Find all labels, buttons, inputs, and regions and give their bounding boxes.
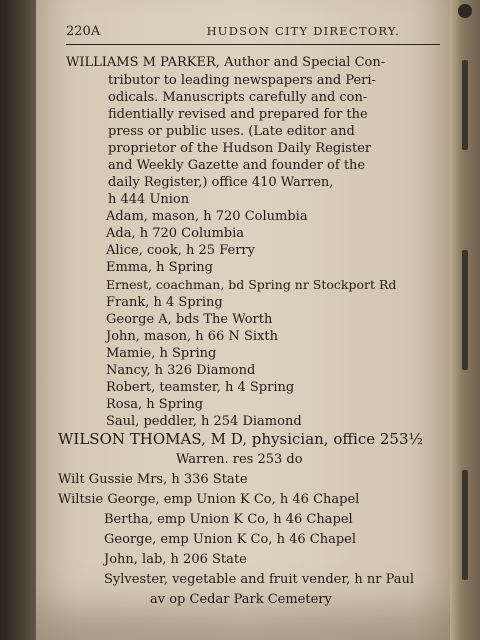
entry-line: Mamie, h Spring: [106, 346, 217, 361]
entry-line: Wilt Gussie Mrs, h 336 State: [58, 472, 248, 487]
entry-line: Adam, mason, h 720 Columbia: [106, 209, 308, 224]
entry-line: press or public uses. (Late editor and: [108, 124, 355, 139]
entry-line: daily Register,) office 410 Warren,: [108, 175, 334, 190]
binding-stitch: [462, 470, 468, 580]
entry-line: fidentially revised and prepared for the: [108, 107, 368, 122]
entry-line: av op Cedar Park Cemetery: [150, 592, 332, 607]
entry-line: Frank, h 4 Spring: [106, 295, 223, 310]
entry-line: Saul, peddler, h 254 Diamond: [106, 414, 302, 429]
entry-line: WILSON THOMAS, M D, physician, office 253½: [58, 430, 424, 448]
entry-line: Ada, h 720 Columbia: [106, 226, 245, 241]
entry-line: Nancy, h 326 Diamond: [106, 363, 256, 378]
entry-line: John, lab, h 206 State: [104, 552, 247, 567]
entry-line: George, emp Union K Co, h 46 Chapel: [104, 532, 356, 547]
entry-line: Warren. res 253 do: [176, 452, 303, 467]
entry-line: George A, bds The Worth: [106, 312, 273, 327]
entry-line: Ernest, coachman, bd Spring nr Stockport Rd: [106, 277, 397, 292]
entry-line: Emma, h Spring: [106, 260, 213, 275]
page-number: 220A: [66, 24, 101, 39]
entry-line: Alice, cook, h 25 Ferry: [106, 243, 255, 258]
entry-line: John, mason, h 66 N Sixth: [106, 329, 278, 344]
binding-hole: [458, 4, 472, 18]
entry-line: odicals. Manuscripts carefully and con-: [108, 90, 368, 105]
entry-line: h 444 Union: [108, 192, 190, 207]
book-left-edge: [0, 0, 40, 640]
entry-line: Bertha, emp Union K Co, h 46 Chapel: [104, 512, 353, 527]
entry-line: Sylvester, vegetable and fruit vender, h nr Paul: [104, 572, 415, 587]
binding-stitch: [462, 250, 468, 370]
entry-line: Robert, teamster, h 4 Spring: [106, 380, 295, 395]
binding-stitch: [462, 60, 468, 150]
entry-line: WILLIAMS M PARKER, Author and Special Con-: [66, 55, 386, 70]
page-header: [66, 24, 440, 45]
entry-line: proprietor of the Hudson Daily Register: [108, 141, 372, 156]
entry-line: Rosa, h Spring: [106, 397, 204, 412]
running-title: HUDSON CITY DIRECTORY.: [206, 24, 400, 38]
entry-line: and Weekly Gazette and founder of the: [108, 158, 366, 173]
entry-line: Wiltsie George, emp Union K Co, h 46 Chapel: [58, 492, 360, 507]
entry-line: tributor to leading newspapers and Peri-: [108, 73, 376, 88]
